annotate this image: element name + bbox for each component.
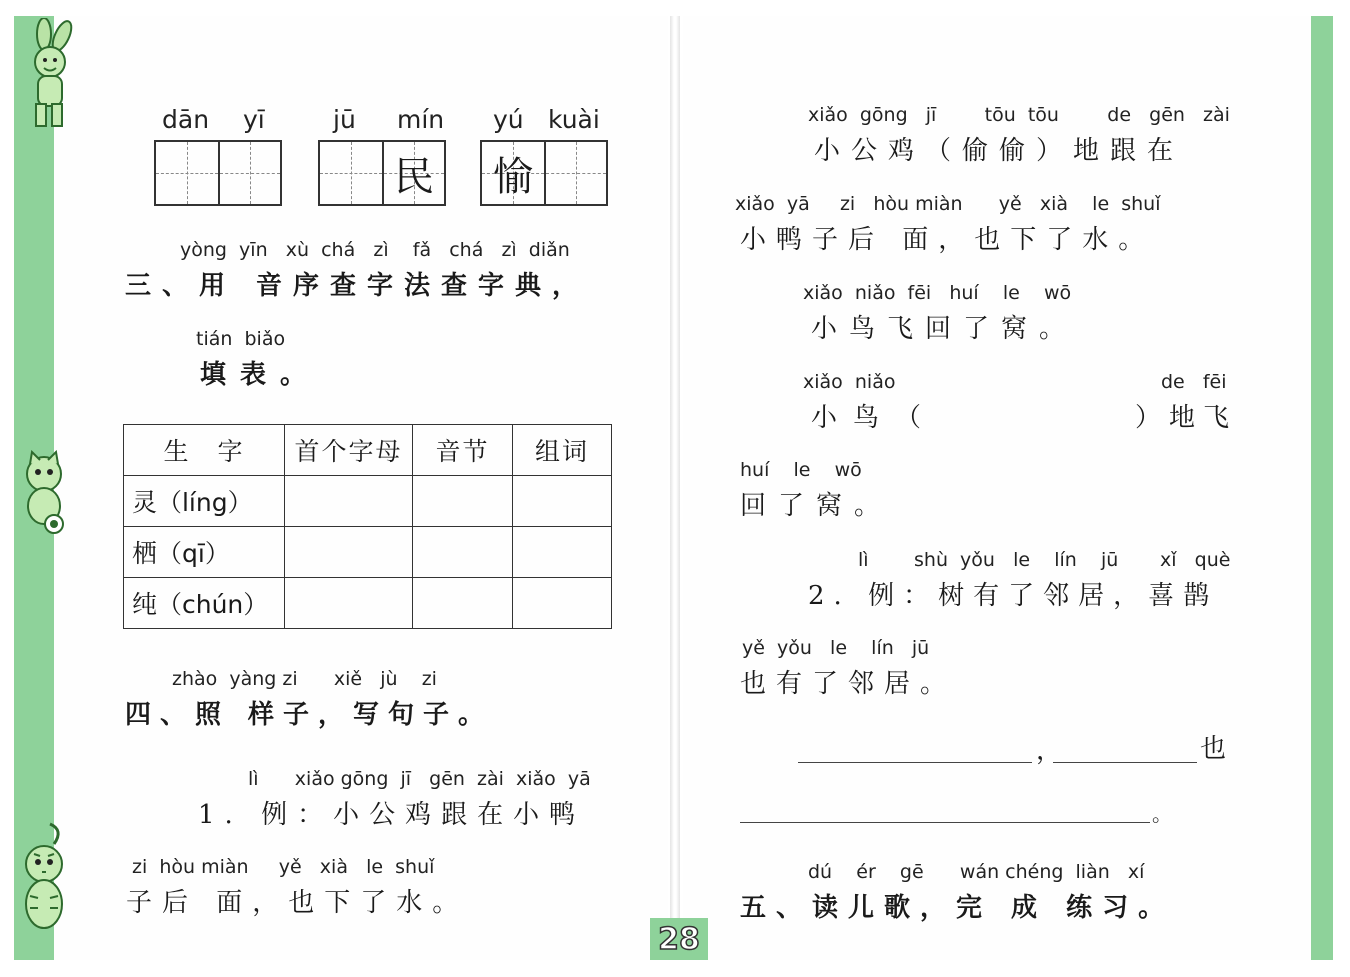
table-header: 组词 xyxy=(513,425,612,476)
sec4-pinyin-line2: lì xiǎo gōng jī gēn zài xiǎo yā xyxy=(248,768,591,790)
right-pinyin-2: xiǎo yā zi hòu miàn yě xià le shuǐ xyxy=(735,193,1161,215)
right-text-4: 小鸟（ xyxy=(811,403,938,433)
answer-cell[interactable] xyxy=(513,578,612,629)
right-pinyin-3: xiǎo niǎo fēi huí le wō xyxy=(803,282,1072,304)
tianzige-cell[interactable] xyxy=(544,142,606,204)
rabbit-mascot-icon xyxy=(14,18,80,130)
table-row xyxy=(124,527,612,578)
right-text-3: 小鸟飞回了窝。 xyxy=(811,314,1078,344)
tiger-mascot-icon xyxy=(14,820,76,936)
answer-cell[interactable] xyxy=(513,476,612,527)
right-text-5: 回了窝。 xyxy=(740,491,893,521)
word3-pinyin-2: kuài xyxy=(548,105,600,134)
right-text-1: 小公鸡（偷偷）地跟在 xyxy=(814,136,1185,166)
sec4-pinyin-line1: zhào yàng zi xiě jù zi xyxy=(172,668,437,690)
word3-pinyin-1: yú xyxy=(493,105,524,134)
tianzige-cell: 民 xyxy=(382,142,444,204)
right-text-4b: ）地飞 xyxy=(1135,403,1238,433)
table-cell-char: 灵（líng） xyxy=(124,476,285,527)
word1-pinyin-1: dān xyxy=(162,105,210,134)
sec3-pinyin-line2: tián biǎo xyxy=(196,328,286,350)
sec4-heading: 四、照 样子，写句子。 xyxy=(125,700,494,730)
tianzige-cell[interactable] xyxy=(320,142,382,204)
book-gutter xyxy=(670,16,680,960)
answer-ye: 也 xyxy=(1200,734,1234,764)
word2-pinyin-1: jū xyxy=(333,105,356,134)
answer-cell[interactable] xyxy=(413,476,513,527)
table-header: 生 字 xyxy=(124,425,285,476)
answer-line[interactable] xyxy=(740,822,1150,823)
cat-mascot-icon xyxy=(14,450,74,536)
answer-period: 。 xyxy=(1152,802,1179,826)
answer-cell[interactable] xyxy=(285,527,413,578)
sec4-pinyin-line3: zi hòu miàn yě xià le shuǐ xyxy=(132,856,435,878)
table-header: 首个字母 xyxy=(285,425,413,476)
table-row xyxy=(124,578,612,629)
table-header-row xyxy=(124,425,612,476)
table-header: 音节 xyxy=(413,425,513,476)
tianzige-cell[interactable] xyxy=(218,142,280,204)
right-pinyin-7: yě yǒu le lín jū xyxy=(742,637,930,659)
answer-cell[interactable] xyxy=(285,476,413,527)
tianzige-word3[interactable] xyxy=(480,140,608,206)
tianzige-cell: 愉 xyxy=(482,142,544,204)
answer-line[interactable] xyxy=(798,762,1032,763)
answer-cell[interactable] xyxy=(513,527,612,578)
answer-line[interactable] xyxy=(1053,762,1197,763)
sec3-heading: 三、用 音序查字法查字典， xyxy=(125,271,590,301)
answer-cell[interactable] xyxy=(413,527,513,578)
table-cell-char: 栖（qī） xyxy=(124,527,285,578)
table-row xyxy=(124,476,612,527)
table-cell-char: 纯（chún） xyxy=(124,578,285,629)
dictionary-table xyxy=(123,424,612,629)
right-pinyin-4b: de fēi xyxy=(1161,371,1227,393)
tianzige-word1[interactable] xyxy=(154,140,282,206)
right-pinyin-1: xiǎo gōng jī tōu tōu de gēn zài xyxy=(808,104,1230,126)
right-pinyin-6c: xǐ què xyxy=(1160,549,1231,571)
right-pinyin-6a: lì xyxy=(858,549,869,571)
sec3-heading-line2: 填表。 xyxy=(200,360,321,390)
example1-line1: 1. 例：小公鸡跟在小鸭 xyxy=(198,800,586,830)
sec5-pinyin: dú ér gē wán chéng liàn xí xyxy=(808,861,1145,883)
sec5-heading: 五、读儿歌，完 成 练习。 xyxy=(740,893,1175,923)
tianzige-cell[interactable] xyxy=(156,142,218,204)
right-pinyin-6b: shù yǒu le lín jū xyxy=(914,549,1119,571)
answer-cell[interactable] xyxy=(413,578,513,629)
example2-line2: 也有了邻居。 xyxy=(740,669,957,699)
answer-cell[interactable] xyxy=(285,578,413,629)
fill-in-blank[interactable] xyxy=(912,400,1132,434)
right-pinyin-4: xiǎo niǎo xyxy=(803,371,896,393)
word1-pinyin-2: yī xyxy=(243,105,265,134)
word2-pinyin-2: mín xyxy=(397,105,445,134)
sec3-pinyin-line1: yòng yīn xù chá zì fǎ chá zì diǎn xyxy=(180,239,570,261)
tianzige-word2[interactable] xyxy=(318,140,446,206)
example1-line2: 子后 面，也下了水。 xyxy=(126,888,469,918)
right-green-margin xyxy=(1311,16,1333,960)
page-number: 28 xyxy=(650,918,708,960)
right-pinyin-5: huí le wō xyxy=(740,459,862,481)
example2-line1: 2. 例：树有了邻居，喜鹊 xyxy=(808,581,1219,611)
answer-comma: ， xyxy=(1036,736,1070,766)
right-text-2: 小鸭子后 面，也下了水。 xyxy=(740,225,1155,255)
